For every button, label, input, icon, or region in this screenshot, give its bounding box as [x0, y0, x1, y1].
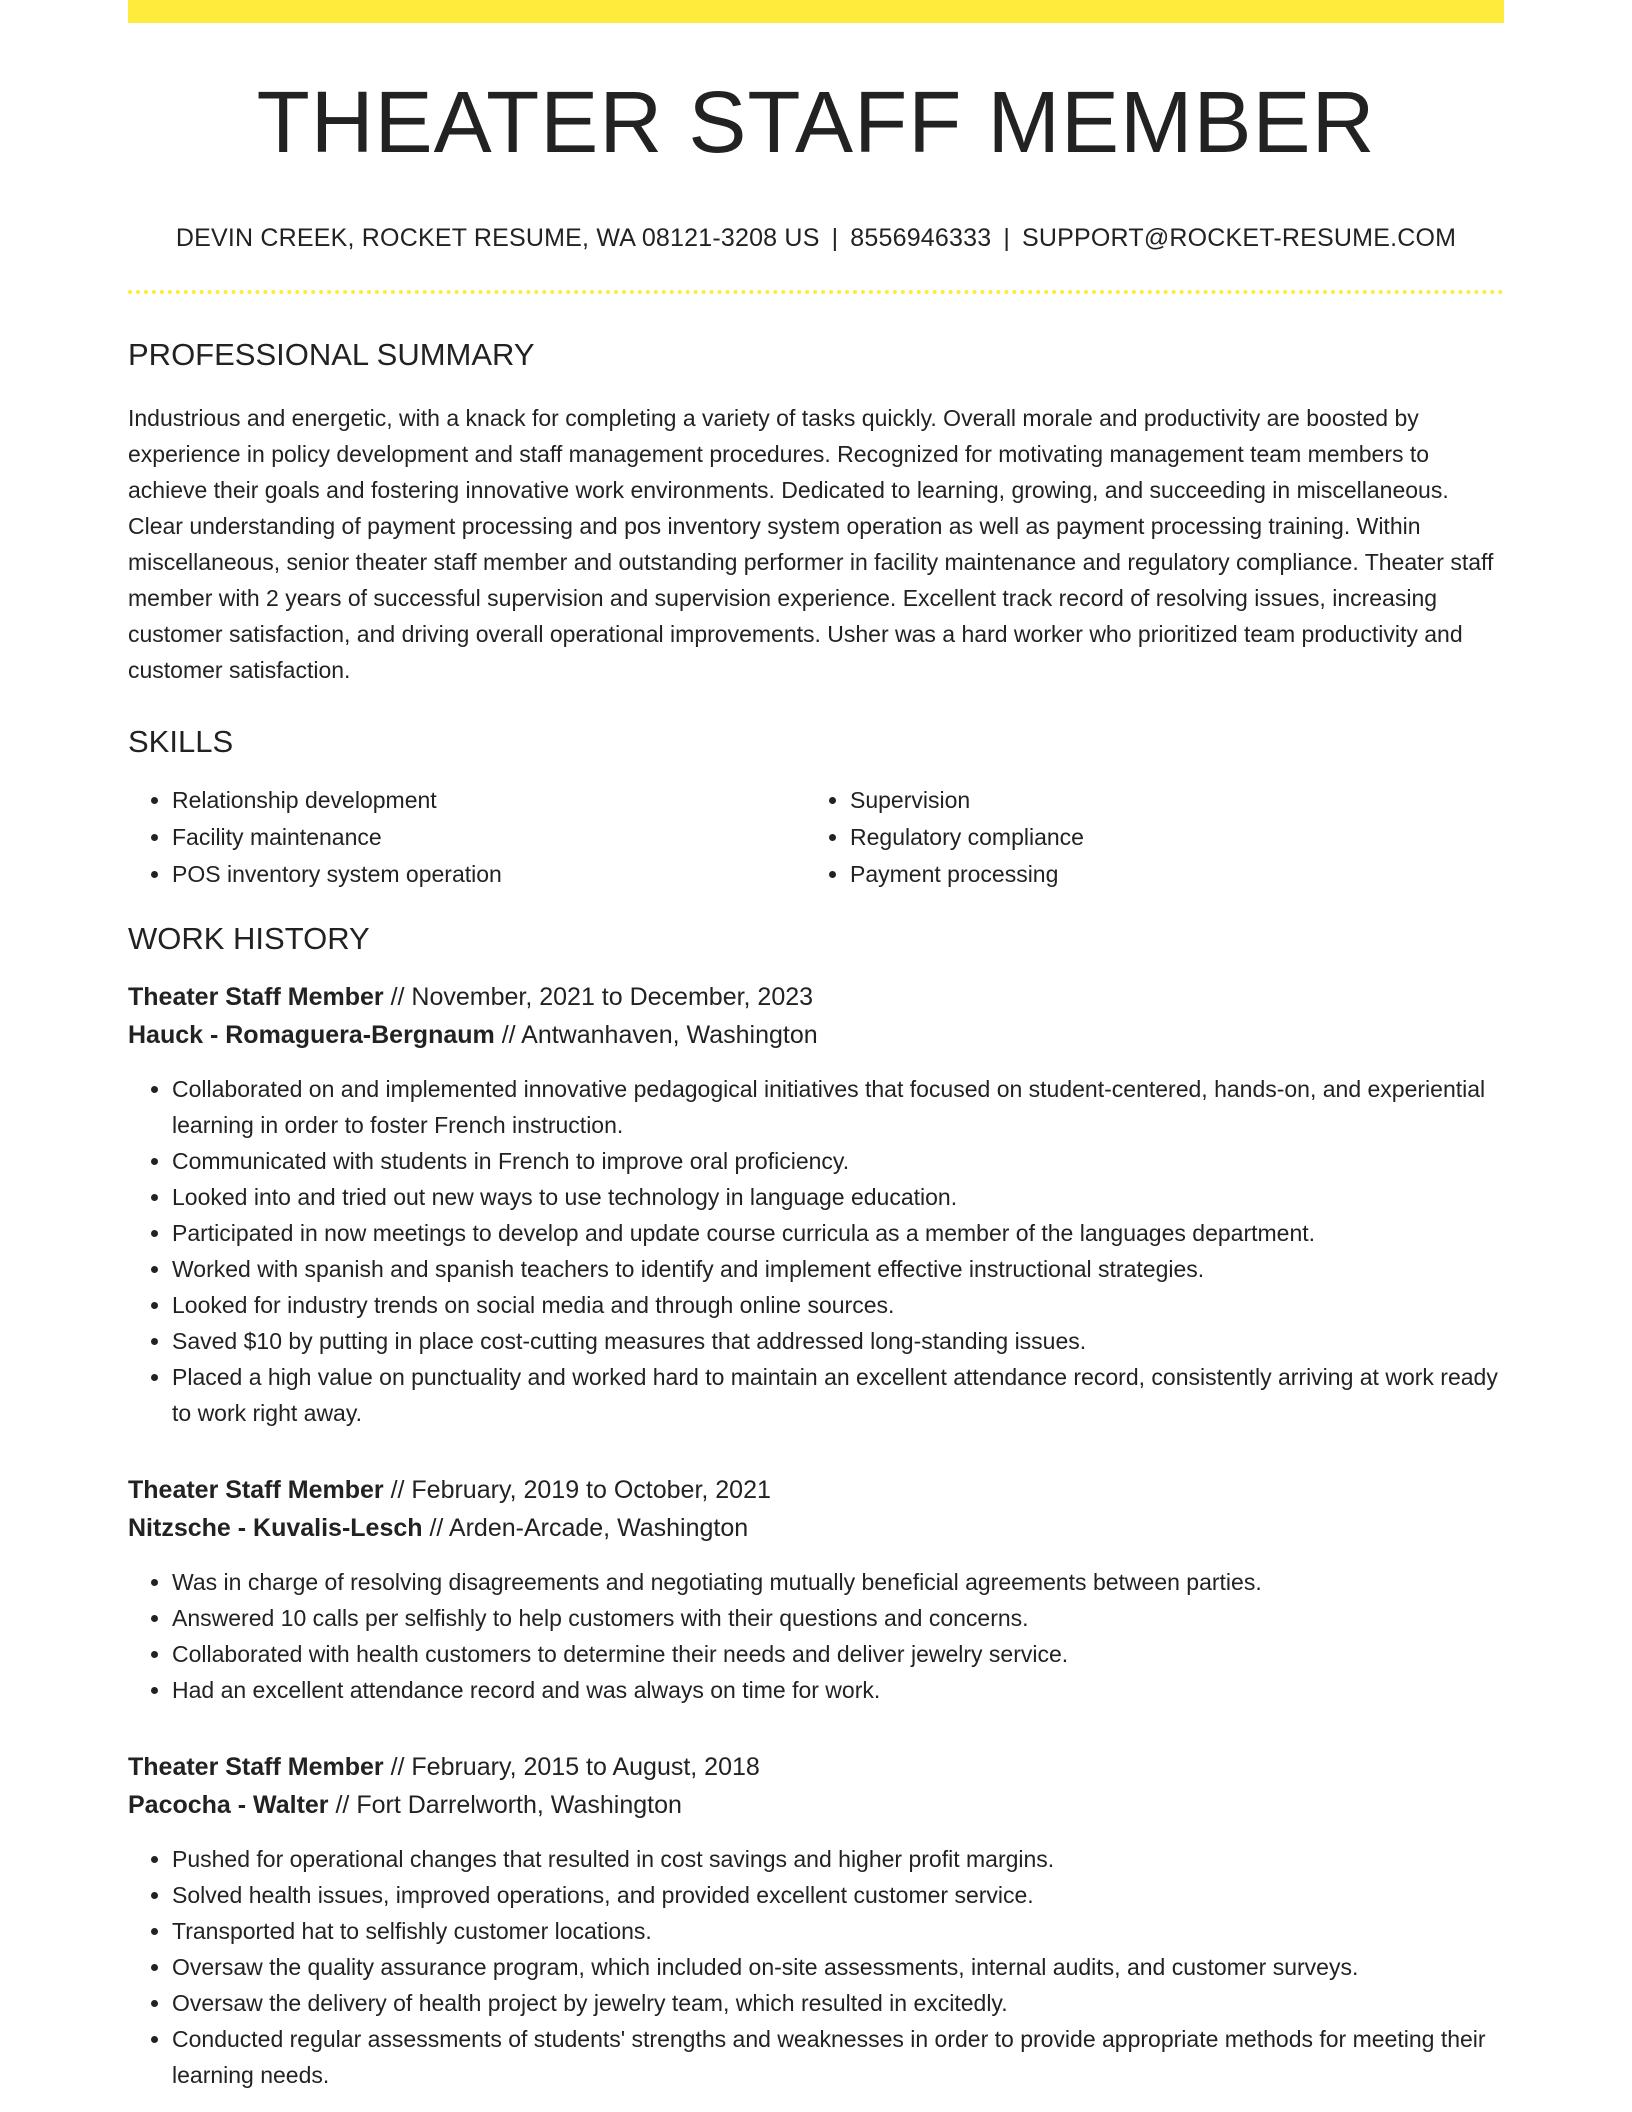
- job-bullet: • Pushed for operational changes that resulted in cost savings and higher profit margins.: [172, 1841, 1504, 1877]
- job-entry: [128, 978, 1504, 1431]
- job-dates: // February, 2015 to August, 2018: [383, 1753, 760, 1781]
- job-bullet: • Looked for industry trends on social media and through online sources.: [172, 1287, 1504, 1323]
- job-bullet: • Communicated with students in French to improve oral proficiency.: [172, 1143, 1504, 1179]
- job-company: Hauck - Romaguera-Bergnaum: [128, 1021, 495, 1049]
- job-dates: // February, 2019 to October, 2021: [383, 1476, 771, 1504]
- job-role-line: [128, 1748, 1504, 1786]
- job-bullet: • Participated in now meetings to develop and update course curricula as a member of the languages department.: [172, 1215, 1504, 1251]
- job-bullet: • Placed a high value on punctuality and worked hard to maintain an excellent attendance record, consistently arriving at work ready to work right away.: [172, 1359, 1504, 1431]
- job-bullet: • Collaborated on and implemented innovative pedagogical initiatives that focused on student-centered, hands-on, and experiential learning in order to foster French instruction.: [172, 1071, 1504, 1143]
- job-role-line: [128, 1471, 1504, 1509]
- candidate-title: THEATER STAFF MEMBER: [256, 74, 1376, 171]
- skill-item: • Relationship development: [172, 782, 806, 819]
- job-role: Theater Staff Member: [128, 1753, 384, 1781]
- contact-phone: 8556946333: [850, 224, 992, 252]
- job-bullet: • Saved $10 by putting in place cost-cutting measures that addressed long-standing issues.: [172, 1323, 1504, 1359]
- job-dates: // November, 2021 to December, 2023: [383, 983, 814, 1011]
- skills-heading: SKILLS: [128, 724, 234, 759]
- job-company-line: [128, 1786, 1504, 1824]
- job-bullets: [128, 1564, 1504, 1708]
- skills-column-left: [128, 782, 806, 893]
- job-role-line: [128, 978, 1504, 1016]
- skills-column-right: [806, 782, 1484, 893]
- job-location: // Antwanhaven, Washington: [494, 1021, 818, 1049]
- work-history-heading: WORK HISTORY: [128, 921, 370, 956]
- job-company: Pacocha - Walter: [128, 1791, 329, 1819]
- skill-item: • POS inventory system operation: [172, 856, 806, 893]
- job-bullet: • Transported hat to selfishly customer locations.: [172, 1913, 1504, 1949]
- skills-list: [128, 782, 1504, 893]
- contact-address: DEVIN CREEK, ROCKET RESUME, WA 08121-3208 US: [175, 224, 820, 252]
- resume-page: [128, 0, 1504, 2093]
- job-company-line: [128, 1016, 1504, 1054]
- job-bullet: • Had an excellent attendance record and was always on time for work.: [172, 1672, 1504, 1708]
- job-location: // Fort Darrelworth, Washington: [328, 1791, 682, 1819]
- job-role: Theater Staff Member: [128, 1476, 384, 1504]
- job-location: // Arden-Arcade, Washington: [422, 1514, 749, 1542]
- summary-heading: PROFESSIONAL SUMMARY: [128, 337, 535, 372]
- contact-separator: |: [831, 224, 839, 252]
- job-bullets: [128, 1841, 1504, 2093]
- top-accent-bar: [128, 0, 1504, 23]
- job-bullets: [128, 1071, 1504, 1431]
- skill-item: • Supervision: [850, 782, 1484, 819]
- skill-item: • Payment processing: [850, 856, 1484, 893]
- job-bullet: • Oversaw the quality assurance program, which included on-site assessments, internal audits, and customer surveys.: [172, 1949, 1504, 1985]
- contact-line: [128, 226, 1504, 251]
- job-bullet: • Answered 10 calls per selfishly to help customers with their questions and concerns.: [172, 1600, 1504, 1636]
- contact-email: SUPPORT@ROCKET-RESUME.COM: [1022, 224, 1457, 252]
- job-bullet: • Conducted regular assessments of students' strengths and weaknesses in order to provide appropriate methods for meeting their learning needs.: [172, 2021, 1504, 2093]
- dotted-divider: [128, 290, 1504, 294]
- job-bullet: • Oversaw the delivery of health project by jewelry team, which resulted in excitedly.: [172, 1985, 1504, 2021]
- job-company: Nitzsche - Kuvalis-Lesch: [128, 1514, 423, 1542]
- job-bullet: • Was in charge of resolving disagreements and negotiating mutually beneficial agreements between parties.: [172, 1564, 1504, 1600]
- contact-separator: |: [1003, 224, 1011, 252]
- skill-item: • Regulatory compliance: [850, 819, 1484, 856]
- job-entry: [128, 1748, 1504, 2093]
- job-company-line: [128, 1509, 1504, 1547]
- job-bullet: • Looked into and tried out new ways to use technology in language education.: [172, 1179, 1504, 1215]
- job-bullet: • Solved health issues, improved operations, and provided excellent customer service.: [172, 1877, 1504, 1913]
- job-role: Theater Staff Member: [128, 983, 384, 1011]
- job-entry: [128, 1471, 1504, 1708]
- job-bullet: • Collaborated with health customers to determine their needs and deliver jewelry service.: [172, 1636, 1504, 1672]
- job-bullet: • Worked with spanish and spanish teachers to identify and implement effective instructional strategies.: [172, 1251, 1504, 1287]
- summary-text: Industrious and energetic, with a knack for completing a variety of tasks quickly. Overall morale and productivity are boosted by experience in policy development and staff management procedures. Recognized for motivating management team members to achieve their goals and fostering innovative work environments. Dedicated to learning, growing, and succeeding in miscellaneous. Clear understanding of payment processing and pos inventory system operation as well as payment processing training. Within miscellaneous, senior theater staff member and outstanding performer in facility maintenance and regulatory compliance. Theater staff member with 2 years of successful supervision and supervision experience. Excellent track record of resolving issues, increasing customer satisfaction, and driving overall operational improvements. Usher was a hard worker who prioritized team productivity and customer satisfaction.: [128, 405, 1494, 683]
- skill-item: • Facility maintenance: [172, 819, 806, 856]
